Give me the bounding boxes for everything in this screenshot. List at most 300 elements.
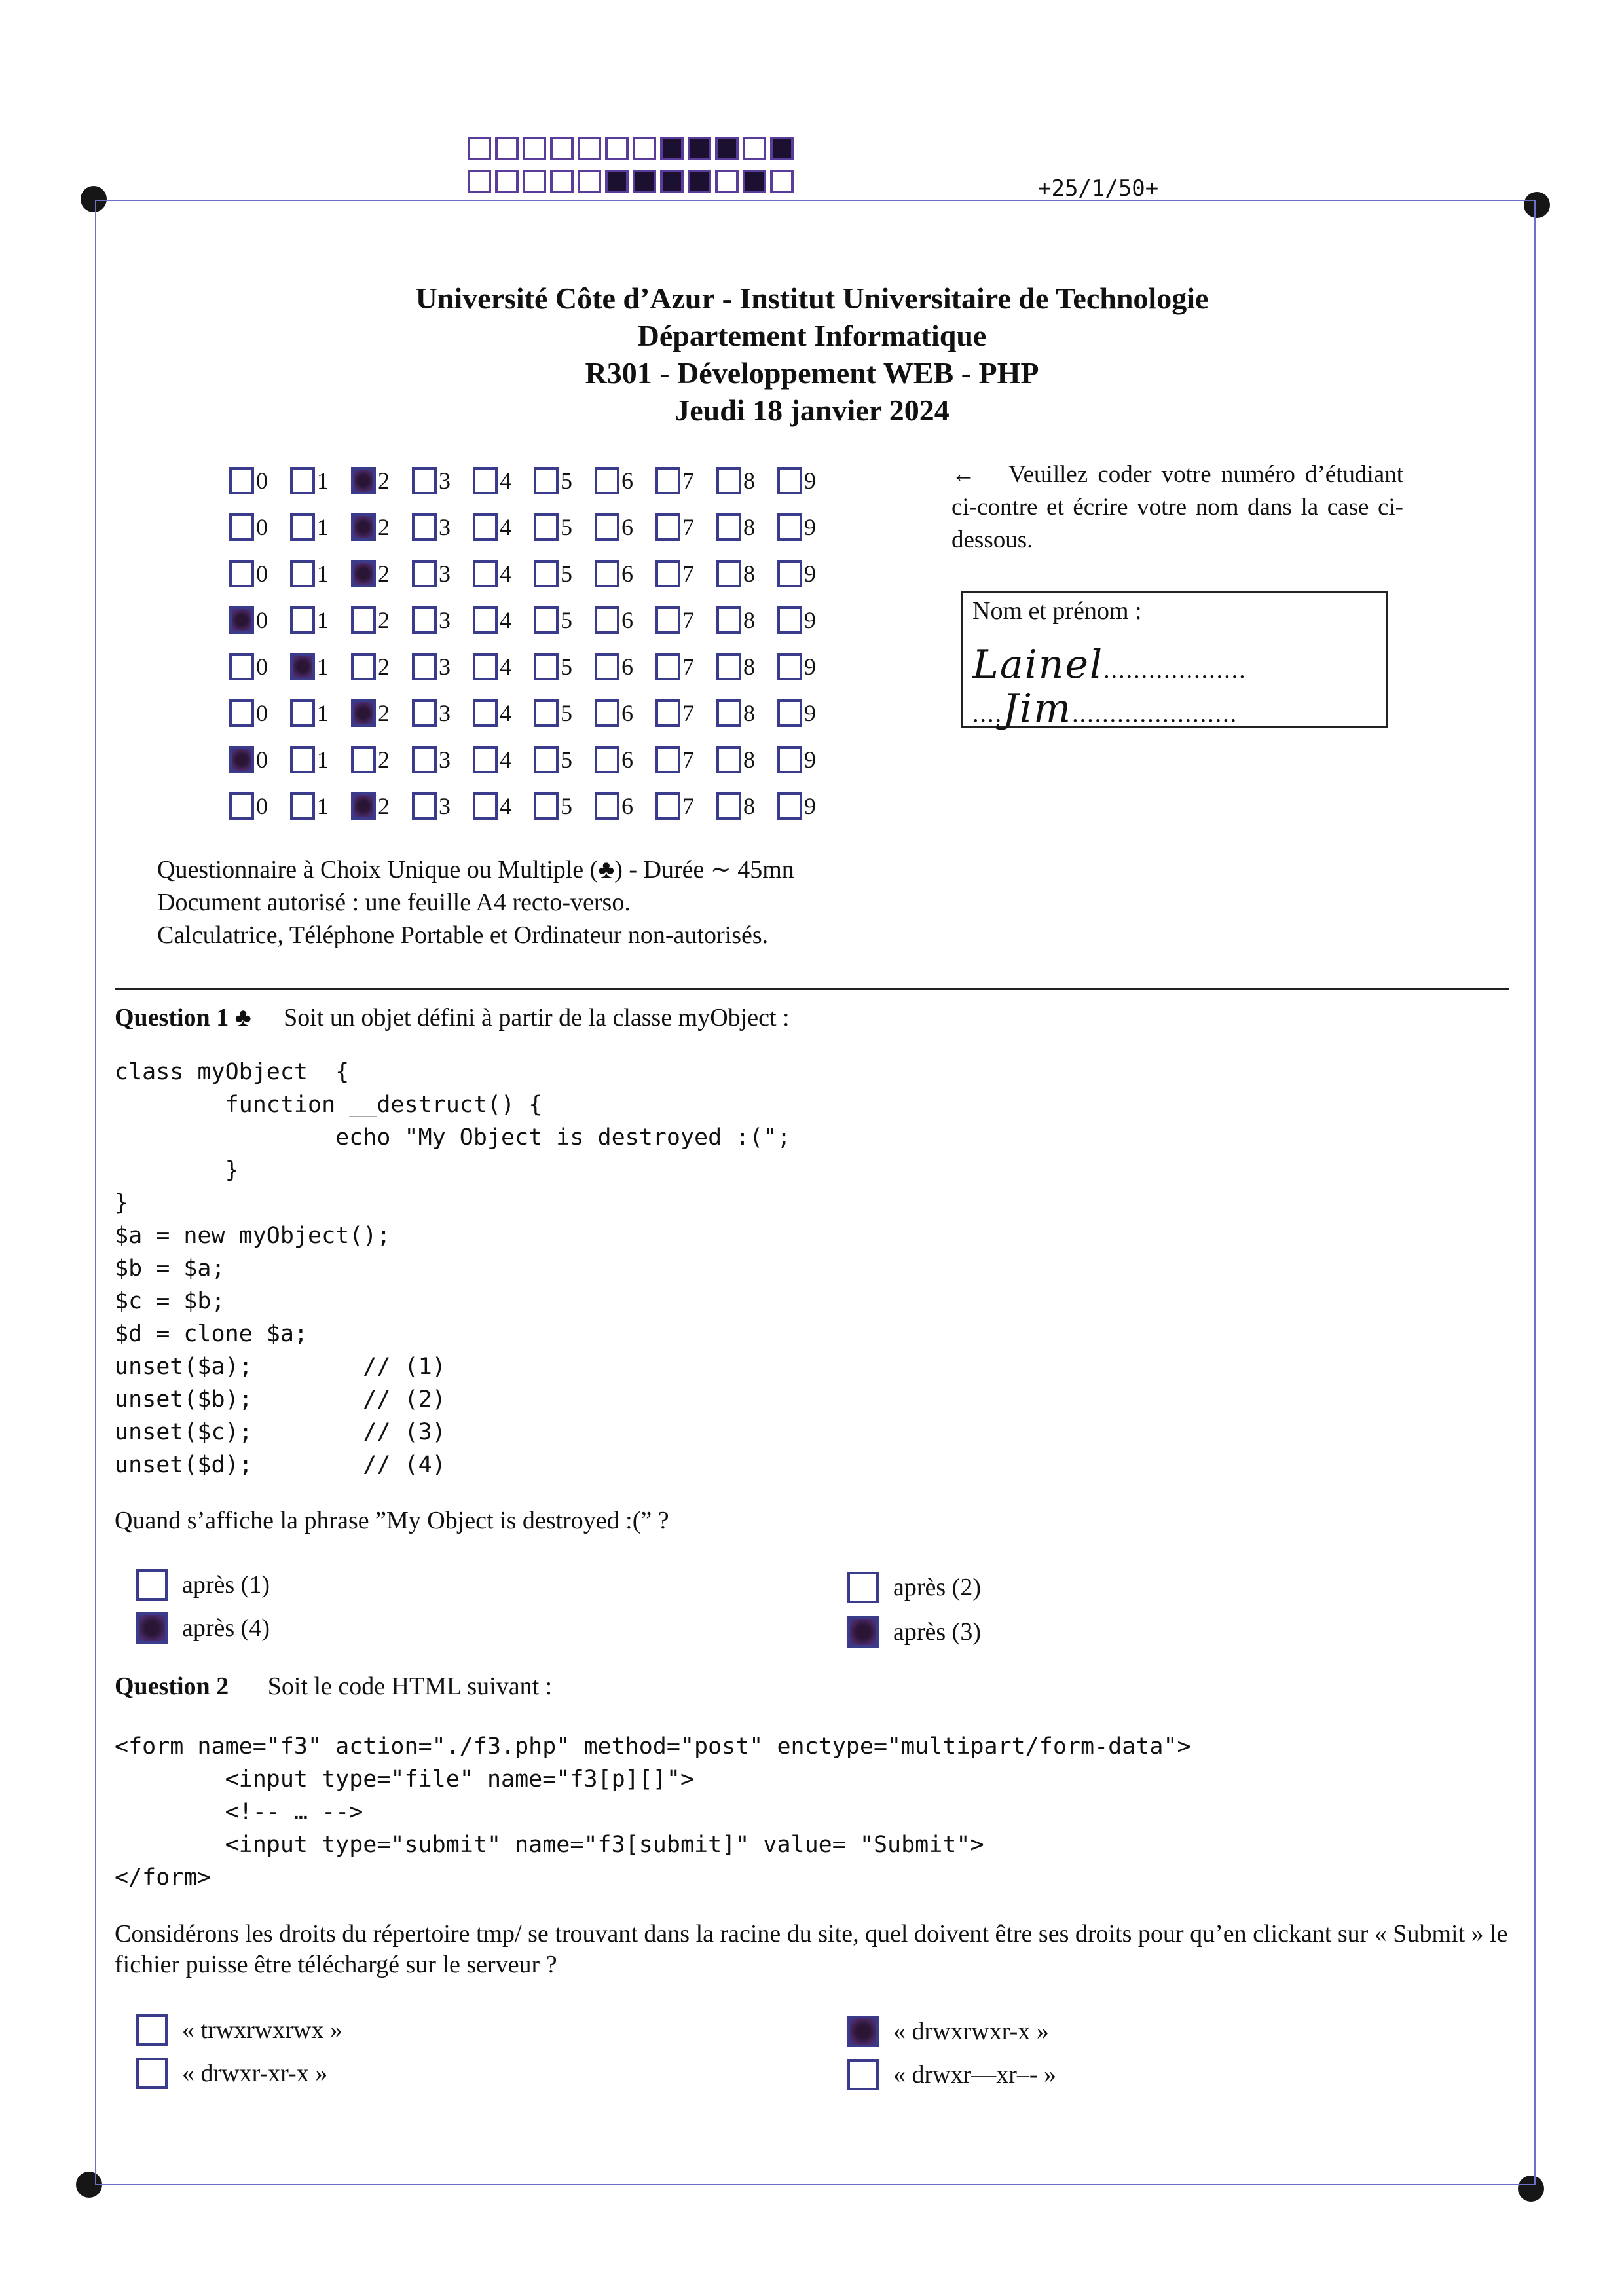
section-divider xyxy=(115,988,1509,990)
barcode-cell xyxy=(578,137,601,160)
barcode-row-1 xyxy=(468,137,798,160)
digit-checkbox[interactable] xyxy=(655,653,680,680)
digit-checkbox[interactable] xyxy=(473,653,498,680)
digit-option[interactable] xyxy=(777,653,838,680)
digit-checkbox[interactable] xyxy=(290,467,315,494)
student-number-row xyxy=(229,736,838,783)
digit-label: 0 xyxy=(256,467,268,494)
student-number-instructions xyxy=(951,458,1403,557)
digit-checkbox[interactable] xyxy=(655,467,680,494)
digit-checkbox[interactable] xyxy=(716,606,741,634)
digit-option[interactable] xyxy=(473,746,534,773)
q2-option-c-checkbox[interactable] xyxy=(847,2016,879,2047)
digit-checkbox[interactable] xyxy=(595,513,619,541)
digit-checkbox[interactable] xyxy=(716,699,741,727)
digit-option[interactable] xyxy=(229,513,290,541)
digit-option[interactable] xyxy=(655,606,716,634)
digit-checkbox[interactable] xyxy=(473,746,498,773)
q1-option-d-checkbox[interactable] xyxy=(847,1616,879,1648)
left-arrow-icon: ← xyxy=(951,461,976,488)
question-2-code: <form name="f3" action="./f3.php" method="post" enctype="multipart/form-data"> <input type="file" name="f3[p][]"> <!-- … --> <input type="submit" name="f3[submit]" value= "Submit"> </form> xyxy=(115,1733,1191,1891)
student-number-row xyxy=(229,457,838,504)
digit-checkbox[interactable] xyxy=(412,606,437,634)
digit-label: 2 xyxy=(378,560,390,587)
digit-checkbox[interactable] xyxy=(777,653,802,680)
digit-label: 0 xyxy=(256,792,268,819)
barcode-row-2 xyxy=(468,170,798,193)
digit-label: 7 xyxy=(682,467,694,494)
digit-option[interactable] xyxy=(716,513,777,541)
digit-checkbox[interactable] xyxy=(655,699,680,727)
digit-option[interactable] xyxy=(229,653,290,680)
digit-checkbox[interactable] xyxy=(473,792,498,820)
q2-option-d-label: « drwxr—xr–- » xyxy=(893,2061,1057,2088)
digit-option[interactable] xyxy=(534,699,595,727)
digit-label: 9 xyxy=(804,513,816,540)
digit-option[interactable] xyxy=(412,467,473,494)
digit-option[interactable] xyxy=(716,467,777,494)
digit-checkbox[interactable] xyxy=(351,653,376,680)
digit-checkbox[interactable] xyxy=(229,513,254,541)
digit-label: 7 xyxy=(682,699,694,726)
q2-option-a-checkbox[interactable] xyxy=(136,2014,168,2046)
course-title: R301 - Développement WEB - PHP xyxy=(585,356,1039,390)
digit-option[interactable] xyxy=(534,560,595,587)
digit-checkbox[interactable] xyxy=(534,467,559,494)
digit-checkbox[interactable] xyxy=(412,746,437,773)
digit-label: 6 xyxy=(621,746,633,773)
q1-option-c[interactable] xyxy=(847,1572,981,1603)
q2-option-c-label: « drwxrwxr-x » xyxy=(893,2018,1049,2045)
question-2-heading xyxy=(115,1672,552,1701)
digit-option[interactable] xyxy=(351,513,412,541)
digit-checkbox[interactable] xyxy=(534,699,559,727)
digit-option[interactable] xyxy=(473,653,534,680)
barcode-cell xyxy=(605,137,629,160)
digit-option[interactable] xyxy=(716,792,777,820)
barcode-cell xyxy=(715,137,739,160)
digit-option[interactable] xyxy=(290,746,351,773)
student-number-row xyxy=(229,504,838,550)
digit-option[interactable] xyxy=(351,653,412,680)
digit-checkbox[interactable] xyxy=(473,513,498,541)
digit-checkbox[interactable] xyxy=(595,467,619,494)
digit-checkbox[interactable] xyxy=(534,792,559,820)
digit-checkbox[interactable] xyxy=(595,699,619,727)
digit-checkbox[interactable] xyxy=(229,792,254,820)
digit-label: 8 xyxy=(743,513,755,540)
q2-option-d[interactable] xyxy=(847,2059,1056,2090)
q2-option-b[interactable] xyxy=(136,2058,327,2089)
digit-checkbox[interactable] xyxy=(351,606,376,634)
name-box-label: Nom et prénom : xyxy=(972,597,1142,625)
digit-checkbox[interactable] xyxy=(716,746,741,773)
digit-checkbox[interactable] xyxy=(534,653,559,680)
barcode-cell xyxy=(468,170,491,193)
digit-label: 5 xyxy=(561,560,572,587)
digit-option[interactable] xyxy=(534,467,595,494)
digit-option[interactable] xyxy=(351,606,412,634)
digit-option[interactable] xyxy=(229,699,290,727)
digit-checkbox[interactable] xyxy=(290,699,315,727)
digit-label: 7 xyxy=(682,560,694,587)
digit-checkbox[interactable] xyxy=(473,560,498,587)
digit-label: 3 xyxy=(439,792,451,819)
digit-option[interactable] xyxy=(777,746,838,773)
digit-label: 6 xyxy=(621,653,633,680)
digit-checkbox[interactable] xyxy=(290,606,315,634)
barcode-cell xyxy=(660,137,684,160)
barcode-cell xyxy=(770,170,794,193)
handwritten-first-name: Jim xyxy=(1003,686,1073,731)
digit-checkbox[interactable] xyxy=(412,560,437,587)
digit-option[interactable] xyxy=(412,560,473,587)
digit-checkbox[interactable] xyxy=(777,560,802,587)
digit-label: 5 xyxy=(561,653,572,680)
digit-checkbox[interactable] xyxy=(655,606,680,634)
digit-option[interactable] xyxy=(716,746,777,773)
digit-option[interactable] xyxy=(595,699,655,727)
digit-checkbox[interactable] xyxy=(716,560,741,587)
barcode-cell xyxy=(495,137,519,160)
digit-checkbox[interactable] xyxy=(351,467,376,494)
digit-checkbox[interactable] xyxy=(290,792,315,820)
q1-option-c-checkbox[interactable] xyxy=(847,1572,879,1603)
q1-option-a-label: après (1) xyxy=(182,1571,270,1599)
digit-label: 3 xyxy=(439,513,451,540)
digit-checkbox[interactable] xyxy=(229,746,254,773)
digit-checkbox[interactable] xyxy=(534,513,559,541)
page-id: +25/1/50+ xyxy=(1038,176,1159,202)
digit-option[interactable] xyxy=(412,792,473,820)
digit-option[interactable] xyxy=(473,606,534,634)
barcode-cell xyxy=(688,170,711,193)
barcode-cell xyxy=(633,137,656,160)
name-dots-pre-2: .... xyxy=(972,700,1003,728)
digit-checkbox[interactable] xyxy=(229,699,254,727)
name-dots-1: ................... xyxy=(1103,656,1247,684)
digit-option[interactable] xyxy=(716,606,777,634)
digit-checkbox[interactable] xyxy=(412,653,437,680)
digit-option[interactable] xyxy=(655,560,716,587)
digit-label: 0 xyxy=(256,699,268,726)
digit-label: 8 xyxy=(743,792,755,819)
digit-option[interactable] xyxy=(655,792,716,820)
digit-checkbox[interactable] xyxy=(351,560,376,587)
digit-checkbox[interactable] xyxy=(534,746,559,773)
digit-checkbox[interactable] xyxy=(351,699,376,727)
digit-option[interactable] xyxy=(716,653,777,680)
digit-checkbox[interactable] xyxy=(777,792,802,820)
digit-option[interactable] xyxy=(655,467,716,494)
digit-option[interactable] xyxy=(412,746,473,773)
digit-label: 8 xyxy=(743,560,755,587)
digit-option[interactable] xyxy=(655,513,716,541)
digit-label: 2 xyxy=(378,653,390,680)
digit-label: 5 xyxy=(561,606,572,633)
digit-checkbox[interactable] xyxy=(777,467,802,494)
name-line-2 xyxy=(972,686,1238,731)
digit-label: 4 xyxy=(500,653,511,680)
digit-label: 7 xyxy=(682,513,694,540)
barcode-cell xyxy=(468,137,491,160)
digit-option[interactable] xyxy=(716,699,777,727)
digit-checkbox[interactable] xyxy=(473,699,498,727)
digit-checkbox[interactable] xyxy=(290,746,315,773)
digit-checkbox[interactable] xyxy=(716,467,741,494)
digit-option[interactable] xyxy=(595,467,655,494)
digit-checkbox[interactable] xyxy=(473,467,498,494)
digit-checkbox[interactable] xyxy=(534,606,559,634)
digit-label: 7 xyxy=(682,746,694,773)
digit-option[interactable] xyxy=(595,653,655,680)
digit-checkbox[interactable] xyxy=(229,467,254,494)
digit-label: 5 xyxy=(561,699,572,726)
digit-label: 2 xyxy=(378,467,390,494)
digit-option[interactable] xyxy=(595,513,655,541)
digit-checkbox[interactable] xyxy=(351,792,376,820)
digit-checkbox[interactable] xyxy=(290,653,315,680)
digit-option[interactable] xyxy=(534,653,595,680)
digit-option[interactable] xyxy=(473,513,534,541)
student-number-row xyxy=(229,783,838,829)
digit-checkbox[interactable] xyxy=(716,653,741,680)
digit-option[interactable] xyxy=(412,653,473,680)
digit-option[interactable] xyxy=(290,699,351,727)
digit-option[interactable] xyxy=(229,746,290,773)
q2-option-c[interactable] xyxy=(847,2016,1049,2047)
question-1-intro: Soit un objet défini à partir de la classe myObject : xyxy=(284,1004,790,1031)
digit-option[interactable] xyxy=(473,792,534,820)
digit-option[interactable] xyxy=(655,653,716,680)
digit-option[interactable] xyxy=(534,513,595,541)
exam-info-line-3: Calculatrice, Téléphone Portable et Ordinateur non-autorisés. xyxy=(157,921,769,949)
digit-option[interactable] xyxy=(412,699,473,727)
digit-checkbox[interactable] xyxy=(412,699,437,727)
digit-label: 0 xyxy=(256,513,268,540)
digit-checkbox[interactable] xyxy=(412,792,437,820)
digit-option[interactable] xyxy=(229,792,290,820)
student-number-row xyxy=(229,643,838,690)
q2-option-b-checkbox[interactable] xyxy=(136,2058,168,2089)
digit-option[interactable] xyxy=(777,513,838,541)
digit-label: 9 xyxy=(804,467,816,494)
digit-label: 8 xyxy=(743,746,755,773)
q2-option-b-label: « drwxr-xr-x » xyxy=(182,2060,328,2087)
digit-option[interactable] xyxy=(595,606,655,634)
digit-label: 4 xyxy=(500,746,511,773)
digit-option[interactable] xyxy=(229,467,290,494)
digit-checkbox[interactable] xyxy=(716,792,741,820)
digit-label: 7 xyxy=(682,653,694,680)
digit-option[interactable] xyxy=(655,699,716,727)
digit-option[interactable] xyxy=(229,560,290,587)
digit-label: 3 xyxy=(439,699,451,726)
digit-checkbox[interactable] xyxy=(777,513,802,541)
q2-option-a[interactable] xyxy=(136,2014,342,2046)
digit-option[interactable] xyxy=(473,467,534,494)
digit-label: 7 xyxy=(682,792,694,819)
barcode-cell xyxy=(770,137,794,160)
digit-checkbox[interactable] xyxy=(595,606,619,634)
digit-label: 8 xyxy=(743,699,755,726)
digit-label: 7 xyxy=(682,606,694,633)
handwritten-last-name: Lainel xyxy=(972,642,1104,688)
digit-option[interactable] xyxy=(351,699,412,727)
q1-option-a[interactable] xyxy=(136,1569,270,1601)
digit-label: 2 xyxy=(378,606,390,633)
digit-option[interactable] xyxy=(534,606,595,634)
question-1-prompt: Quand s’affiche la phrase ”My Object is destroyed :(” ? xyxy=(115,1507,669,1534)
digit-checkbox[interactable] xyxy=(777,699,802,727)
q2-option-a-label: « trwxrwxrwx » xyxy=(182,2016,342,2044)
question-1-code: class myObject { function __destruct() { echo "My Object is destroyed :("; } } $a = new myObject(); $b = $a; $c = $b; $d = clone $a; unset($a); // (1) unset($b); // (2) unset($c); // (3) unset($d); // (4) xyxy=(115,1059,791,1478)
digit-option[interactable] xyxy=(412,513,473,541)
digit-checkbox[interactable] xyxy=(595,560,619,587)
q1-option-b-checkbox[interactable] xyxy=(136,1612,168,1644)
digit-option[interactable] xyxy=(351,746,412,773)
digit-label: 3 xyxy=(439,746,451,773)
digit-option[interactable] xyxy=(655,746,716,773)
digit-label: 5 xyxy=(561,792,572,819)
barcode-cell xyxy=(523,137,546,160)
digit-checkbox[interactable] xyxy=(595,746,619,773)
digit-checkbox[interactable] xyxy=(595,792,619,820)
student-number-row xyxy=(229,550,838,597)
digit-option[interactable] xyxy=(595,792,655,820)
digit-checkbox[interactable] xyxy=(655,513,680,541)
digit-option[interactable] xyxy=(534,746,595,773)
barcode-cell xyxy=(605,170,629,193)
digit-option[interactable] xyxy=(595,560,655,587)
student-number-row xyxy=(229,690,838,736)
name-box xyxy=(961,591,1388,731)
digit-label: 9 xyxy=(804,606,816,633)
digit-option[interactable] xyxy=(473,699,534,727)
digit-option[interactable] xyxy=(290,513,351,541)
digit-label: 3 xyxy=(439,653,451,680)
q1-option-d-label: après (3) xyxy=(893,1618,981,1646)
digit-label: 8 xyxy=(743,467,755,494)
q1-option-a-checkbox[interactable] xyxy=(136,1569,168,1601)
digit-checkbox[interactable] xyxy=(777,606,802,634)
barcode-cell xyxy=(688,137,711,160)
digit-label: 4 xyxy=(500,513,511,540)
digit-label: 0 xyxy=(256,746,268,773)
digit-option[interactable] xyxy=(777,606,838,634)
digit-label: 1 xyxy=(317,653,329,680)
digit-checkbox[interactable] xyxy=(229,606,254,634)
digit-label: 0 xyxy=(256,653,268,680)
digit-label: 2 xyxy=(378,792,390,819)
digit-option[interactable] xyxy=(351,467,412,494)
q1-option-b[interactable] xyxy=(136,1612,270,1644)
digit-label: 0 xyxy=(256,560,268,587)
digit-label: 1 xyxy=(317,467,329,494)
digit-label: 9 xyxy=(804,792,816,819)
digit-option[interactable] xyxy=(777,560,838,587)
digit-option[interactable] xyxy=(473,560,534,587)
digit-label: 4 xyxy=(500,467,511,494)
digit-label: 4 xyxy=(500,699,511,726)
digit-checkbox[interactable] xyxy=(412,467,437,494)
digit-label: 8 xyxy=(743,653,755,680)
digit-checkbox[interactable] xyxy=(595,653,619,680)
digit-option[interactable] xyxy=(777,792,838,820)
digit-checkbox[interactable] xyxy=(290,560,315,587)
question-1-heading xyxy=(115,1003,790,1032)
exam-info-line-2: Document autorisé : une feuille A4 recto-verso. xyxy=(157,889,631,916)
barcode-cell xyxy=(743,137,766,160)
digit-option[interactable] xyxy=(595,746,655,773)
digit-label: 1 xyxy=(317,792,329,819)
digit-label: 2 xyxy=(378,699,390,726)
digit-label: 4 xyxy=(500,606,511,633)
barcode-cell xyxy=(495,170,519,193)
digit-checkbox[interactable] xyxy=(412,513,437,541)
digit-option[interactable] xyxy=(229,606,290,634)
digit-checkbox[interactable] xyxy=(655,560,680,587)
barcode-cell xyxy=(523,170,546,193)
digit-label: 9 xyxy=(804,653,816,680)
digit-label: 3 xyxy=(439,467,451,494)
digit-option[interactable] xyxy=(777,699,838,727)
digit-checkbox[interactable] xyxy=(351,513,376,541)
digit-option[interactable] xyxy=(290,560,351,587)
barcode-cell xyxy=(550,170,574,193)
digit-label: 4 xyxy=(500,560,511,587)
digit-checkbox[interactable] xyxy=(655,792,680,820)
digit-option[interactable] xyxy=(290,792,351,820)
digit-option[interactable] xyxy=(716,560,777,587)
digit-label: 9 xyxy=(804,560,816,587)
barcode-cell xyxy=(660,170,684,193)
digit-checkbox[interactable] xyxy=(473,606,498,634)
digit-checkbox[interactable] xyxy=(290,513,315,541)
q1-option-b-label: après (4) xyxy=(182,1614,270,1642)
digit-checkbox[interactable] xyxy=(534,560,559,587)
digit-checkbox[interactable] xyxy=(655,746,680,773)
digit-option[interactable] xyxy=(412,606,473,634)
digit-label: 6 xyxy=(621,513,633,540)
digit-label: 6 xyxy=(621,467,633,494)
digit-option[interactable] xyxy=(351,560,412,587)
digit-option[interactable] xyxy=(290,467,351,494)
university-title: Université Côte d’Azur - Institut Universitaire de Technologie xyxy=(415,282,1209,315)
digit-checkbox[interactable] xyxy=(351,746,376,773)
digit-label: 2 xyxy=(378,746,390,773)
digit-option[interactable] xyxy=(290,606,351,634)
digit-label: 6 xyxy=(621,699,633,726)
exam-date: Jeudi 18 janvier 2024 xyxy=(674,394,950,427)
digit-checkbox[interactable] xyxy=(716,513,741,541)
q1-option-d[interactable] xyxy=(847,1616,981,1648)
digit-option[interactable] xyxy=(290,653,351,680)
digit-checkbox[interactable] xyxy=(229,653,254,680)
digit-checkbox[interactable] xyxy=(229,560,254,587)
digit-checkbox[interactable] xyxy=(777,746,802,773)
digit-label: 1 xyxy=(317,606,329,633)
digit-label: 2 xyxy=(378,513,390,540)
digit-option[interactable] xyxy=(351,792,412,820)
exam-info xyxy=(157,853,794,952)
q2-option-d-checkbox[interactable] xyxy=(847,2059,879,2090)
digit-label: 6 xyxy=(621,560,633,587)
digit-option[interactable] xyxy=(777,467,838,494)
digit-option[interactable] xyxy=(534,792,595,820)
barcode-cell xyxy=(633,170,656,193)
q1-option-c-label: après (2) xyxy=(893,1574,981,1601)
